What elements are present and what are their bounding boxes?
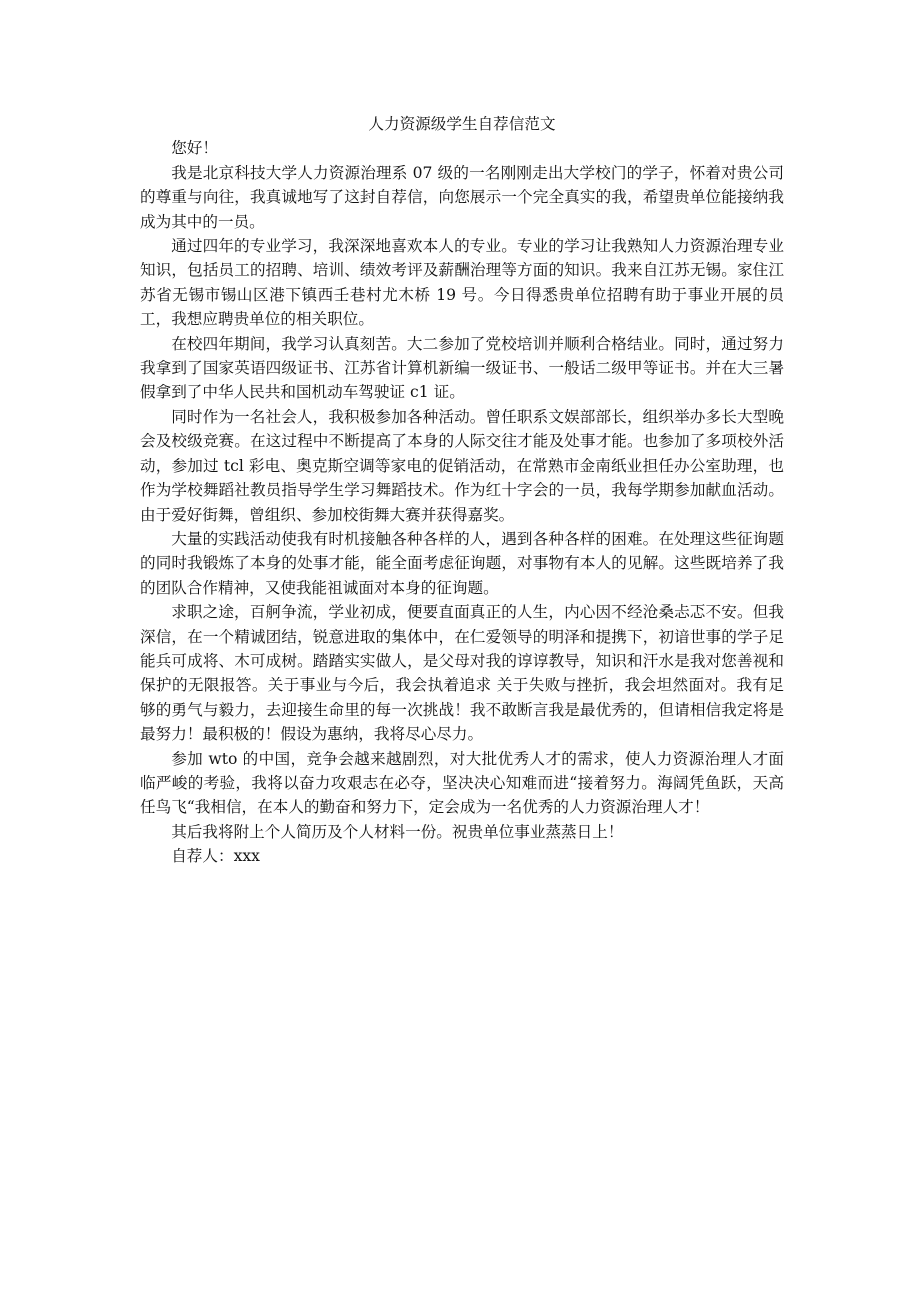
paragraph-study: 在校四年期间，我学习认真刻苦。大二参加了党校培训并顺利合格结业。同时，通过努力我拿到了国家英语四级证书、江苏省计算机新编一级证书、一般话二级甲等证书。并在大三暑假拿到了中华人民共和国机动车驾驶证 c1 证。 bbox=[140, 334, 784, 402]
signature: 自荐人：xxx bbox=[171, 847, 260, 866]
paragraph-intro: 我是北京科技大学人力资源治理系 07 级的一名刚刚走出大学校门的学子，怀着对贵公司的尊重与向往，我真诚地写了这封自荐信，向您展示一个完全真实的我，希望贵单位能接纳我成为其中的一员。 bbox=[140, 163, 784, 231]
document-title: 人力资源级学生自荐信范文 bbox=[368, 115, 556, 133]
paragraph-major: 通过四年的专业学习，我深深地喜欢本人的专业。专业的学习让我熟知人力资源治理专业知识，包括员工的招聘、培训、绩效考评及薪酬治理等方面的知识。我来自江苏无锡。家住江苏省无锡市锡山区港下镇西壬巷村尤木桥 19 号。今日得悉贵单位招聘有助于事业开展的员工，我想应聘贵单位的相关职位。 bbox=[140, 237, 784, 329]
paragraph-wto: 参加 wto 的中国，竞争会越来越剧烈，对大批优秀人才的需求，使人力资源治理人才面临严峻的考验，我将以奋力攻艰志在必夺，坚决决心知难而进“接着努力。海阔凭鱼跃，天高任鸟飞“我相信，在本人的勤奋和努力下，定会成为一名优秀的人力资源治理人才！ bbox=[140, 749, 784, 817]
paragraph-practice: 大量的实践活动使我有时机接触各种各样的人，遇到各种各样的困难。在处理这些征询题的同时我锻炼了本身的处事才能，能全面考虑征询题，对事物有本人的见解。这些既培养了我的团队合作精神，又使我能祖诚面对本身的征询题。 bbox=[140, 529, 784, 597]
paragraph-activities: 同时作为一名社会人，我积极参加各种活动。曾任职系文娱部部长，组织举办多长大型晚会及校级竞赛。在这过程中不断提高了本身的人际交往才能及处事才能。也参加了多项校外活动，参加过 tcl 彩电、奥克斯空调等家电的促销活动，在常熟市金南纸业担任办公室助理，也作为学校舞蹈社教员指导学生学习舞蹈技术。作为红十字会的一员，我每学期参加献血活动。由于爱好街舞，曾组织、参加校街舞大赛并获得嘉奖。 bbox=[140, 407, 784, 524]
paragraph-job-seeking: 求职之途，百舸争流，学业初成，便要直面真正的人生，内心因不经沧桑忐忑不安。但我深信，在一个精诚团结，锐意进取的集体中，在仁爱领导的明泽和提携下，初谙世事的学子足能兵可成将、木可成树。踏踏实实做人，是父母对我的谆谆教导，知识和汗水是我对您善视和保护的无限报答。关于事业与今后，我会执着追求 关于失败与挫折，我会坦然面对。我有足够的勇气与毅力，去迎接生命里的每一次挑战！我不敢断言我是最优秀的，但请相信我定将是最努力！最积极的！假设为惠纳，我将尽心尽力。 bbox=[140, 603, 784, 744]
document-body bbox=[140, 112, 784, 869]
paragraph-closing: 其后我将附上个人简历及个人材料一份。祝贵单位事业蒸蒸日上！ bbox=[171, 822, 624, 841]
greeting: 您好！ bbox=[171, 139, 218, 158]
